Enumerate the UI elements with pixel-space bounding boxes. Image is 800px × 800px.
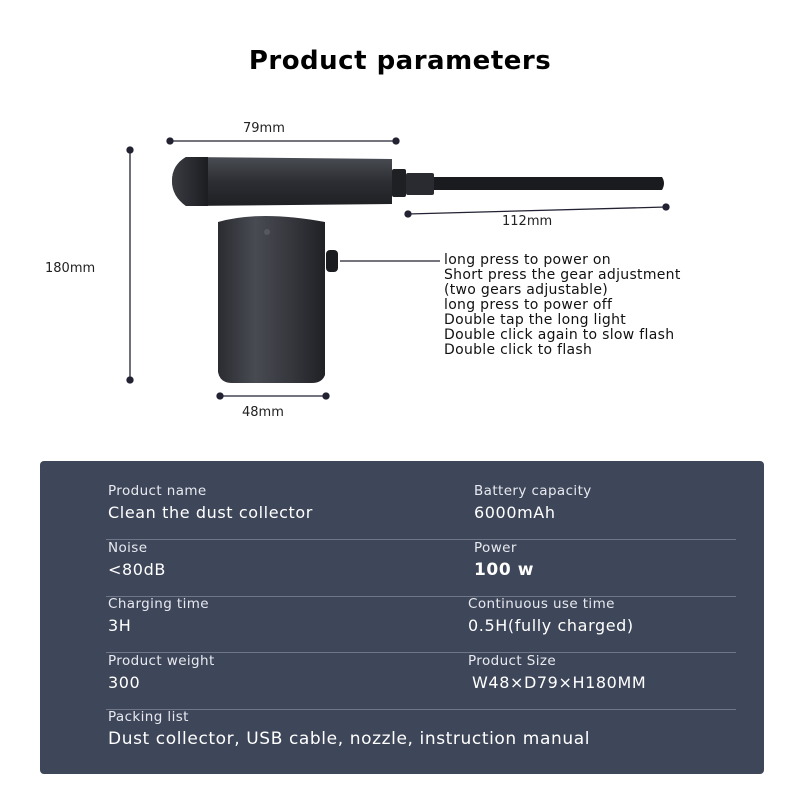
continuous-value: 0.5H(fully charged) xyxy=(468,616,634,635)
dimension-top-label: 79mm xyxy=(243,121,285,136)
noise-value: <80dB xyxy=(108,560,166,579)
battery-label: Battery capacity xyxy=(474,483,592,499)
packing-label: Packing list xyxy=(108,709,189,725)
product-name-value: Clean the dust collector xyxy=(108,503,313,522)
spec-row xyxy=(106,596,736,653)
instruction-line: Double click again to slow flash xyxy=(444,327,675,343)
dimension-base-label: 48mm xyxy=(242,405,284,420)
spec-panel xyxy=(40,461,764,774)
charging-value: 3H xyxy=(108,616,132,635)
weight-value: 300 xyxy=(108,673,141,692)
spec-row xyxy=(106,653,736,710)
spec-row xyxy=(106,709,736,765)
instruction-line: long press to power on xyxy=(444,252,611,268)
instruction-line: (two gears adjustable) xyxy=(444,282,609,298)
size-value: W48×D79×H180MM xyxy=(472,673,647,692)
instruction-line: long press to power off xyxy=(444,297,613,313)
product-name-label: Product name xyxy=(108,483,207,499)
continuous-label: Continuous use time xyxy=(468,596,615,612)
packing-value: Dust collector, USB cable, nozzle, instruction manual xyxy=(108,729,591,749)
spec-row xyxy=(106,483,736,540)
battery-value: 6000mAh xyxy=(474,503,556,522)
page-title: Product parameters xyxy=(248,46,552,76)
instruction-line: Double tap the long light xyxy=(444,312,627,328)
instruction-line: Double click to flash xyxy=(444,342,593,358)
spec-row xyxy=(106,540,736,597)
charging-label: Charging time xyxy=(108,596,210,612)
size-label: Product Size xyxy=(468,653,557,669)
dimension-height-label: 180mm xyxy=(45,261,96,276)
power-value: 100 w xyxy=(474,560,535,580)
weight-label: Product weight xyxy=(108,653,215,669)
instruction-line: Short press the gear adjustment xyxy=(444,267,681,283)
button-instructions xyxy=(444,253,681,358)
power-label: Power xyxy=(474,540,517,556)
dimension-nozzle-label: 112mm xyxy=(502,214,553,229)
noise-label: Noise xyxy=(108,540,148,556)
